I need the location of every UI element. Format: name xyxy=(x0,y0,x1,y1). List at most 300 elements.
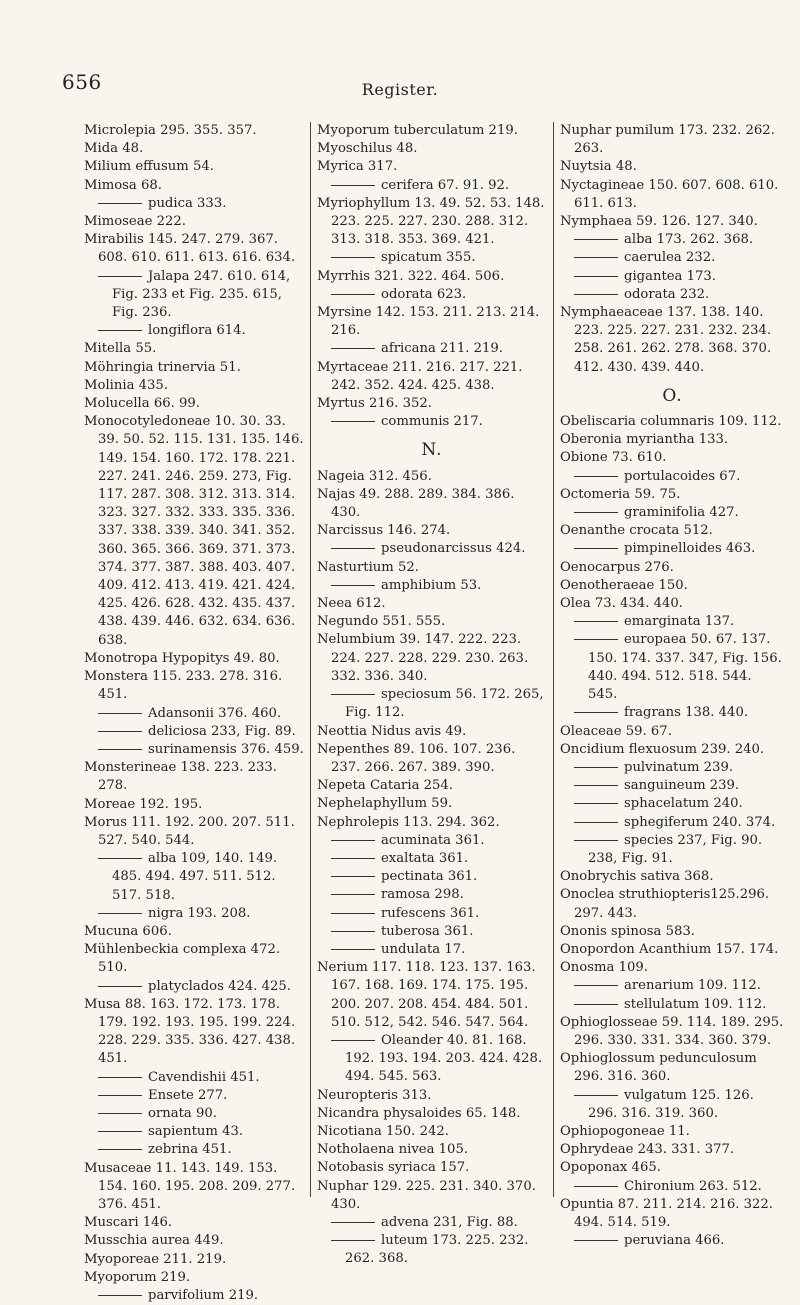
index-entry xyxy=(84,1269,309,1287)
index-entry xyxy=(317,595,547,613)
entry-text: Ophioglossum pedunculosum 296. 316. 360. xyxy=(560,1051,757,1085)
index-entry xyxy=(560,213,785,231)
index-entry xyxy=(317,359,547,395)
index-entry xyxy=(560,1159,785,1177)
entry-text: sphegiferum 240. 374. xyxy=(624,814,776,830)
index-subentry xyxy=(560,1232,785,1250)
entry-text: Oenanthe crocata 512. xyxy=(560,523,713,539)
index-subentry xyxy=(84,850,309,905)
index-subentry xyxy=(84,322,309,340)
index-entry xyxy=(84,796,309,814)
repeat-dash xyxy=(331,421,375,422)
repeat-dash xyxy=(574,1004,618,1005)
index-entry xyxy=(317,1141,547,1159)
entry-text: Adansonii 376. 460. xyxy=(148,705,282,721)
index-entry xyxy=(560,177,785,213)
entry-text: Negundo 551. 555. xyxy=(317,614,446,630)
index-entry xyxy=(560,1050,785,1086)
entry-text: rufescens 361. xyxy=(381,905,480,921)
repeat-dash xyxy=(574,1186,618,1187)
entry-text: Ensete 277. xyxy=(148,1087,228,1103)
entry-text: caerulea 232. xyxy=(624,250,716,266)
index-entry xyxy=(317,613,547,631)
index-subentry xyxy=(317,577,547,595)
entry-text: Moreae 192. 195. xyxy=(84,796,203,812)
index-subentry xyxy=(560,795,785,813)
index-entry xyxy=(317,468,547,486)
index-entry xyxy=(84,158,309,176)
entry-text: Musschia aurea 449. xyxy=(84,1233,224,1249)
entry-text: pulvinatum 239. xyxy=(624,759,734,775)
index-subentry xyxy=(560,777,785,795)
index-subentry xyxy=(560,996,785,1014)
index-entry xyxy=(84,213,309,231)
index-entry xyxy=(560,595,785,613)
repeat-dash xyxy=(98,1113,142,1114)
repeat-dash xyxy=(574,1240,618,1241)
repeat-dash xyxy=(574,712,618,713)
entry-text: vulgatum 125. 126. 296. 316. 319. 360. xyxy=(588,1087,754,1121)
repeat-dash xyxy=(574,239,618,240)
repeat-dash xyxy=(574,621,618,622)
section-letter-text: O. xyxy=(662,385,683,406)
entry-text: Nasturtium 52. xyxy=(317,559,419,575)
entry-text: Opoponax 465. xyxy=(560,1160,661,1176)
repeat-dash xyxy=(98,913,142,914)
entry-text: Opuntia 87. 211. 214. 216. 322. 494. 514. 519. xyxy=(560,1196,774,1230)
index-entry xyxy=(84,395,309,413)
index-subentry xyxy=(560,1178,785,1196)
index-entry xyxy=(317,1105,547,1123)
repeat-dash xyxy=(574,276,618,277)
index-entry xyxy=(560,959,785,977)
entry-text: Mirabilis 145. 247. 279. 367. 608. 610. 611. 613. 616. 634. xyxy=(84,232,296,266)
index-subentry xyxy=(317,340,547,358)
entry-text: Oenocarpus 276. xyxy=(560,559,674,575)
entry-text: Olea 73. 434. 440. xyxy=(560,596,683,612)
entry-text: odorata 232. xyxy=(624,286,710,302)
entry-text: sapientum 43. xyxy=(148,1124,244,1140)
entry-text: portulacoides 67. xyxy=(624,468,741,484)
entry-text: Monstera 115. 233. 278. 316. 451. xyxy=(84,669,283,703)
section-letter xyxy=(317,441,547,459)
entry-text: Cavendishii 451. xyxy=(148,1069,260,1085)
entry-text: Ophrydeae 243. 331. 377. xyxy=(560,1142,735,1158)
index-subentry xyxy=(560,468,785,486)
repeat-dash xyxy=(574,985,618,986)
repeat-dash xyxy=(331,894,375,895)
repeat-dash xyxy=(331,585,375,586)
entry-text: deliciosa 233, Fig. 89. xyxy=(148,723,296,739)
entry-text: spicatum 355. xyxy=(381,250,476,266)
index-subentry xyxy=(317,923,547,941)
repeat-dash xyxy=(331,694,375,695)
index-entry xyxy=(317,195,547,250)
entry-text: Nicandra physaloides 65. 148. xyxy=(317,1105,521,1121)
entry-text: Myrtus 216. 352. xyxy=(317,396,432,412)
repeat-dash xyxy=(574,803,618,804)
entry-text: arenarium 109. 112. xyxy=(624,978,761,994)
entry-text: Neea 612. xyxy=(317,596,386,612)
index-entry xyxy=(317,723,547,741)
entry-text: pectinata 361. xyxy=(381,869,478,885)
entry-text: africana 211. 219. xyxy=(381,341,503,357)
index-entry xyxy=(317,304,547,340)
repeat-dash xyxy=(331,858,375,859)
index-entry xyxy=(560,158,785,176)
entry-text: surinamensis 376. 459. xyxy=(148,741,304,757)
entry-text: Ophiopogoneae 11. xyxy=(560,1123,690,1139)
index-entry xyxy=(84,413,309,650)
entry-text: Oleaceae 59. 67. xyxy=(560,723,672,739)
index-subentry xyxy=(317,832,547,850)
index-entry xyxy=(317,395,547,413)
repeat-dash xyxy=(574,767,618,768)
index-subentry xyxy=(560,759,785,777)
index-entry xyxy=(560,941,785,959)
repeat-dash xyxy=(574,512,618,513)
index-subentry xyxy=(317,905,547,923)
index-column-2 xyxy=(317,122,547,1269)
index-subentry xyxy=(317,177,547,195)
entry-text: Morus 111. 192. 200. 207. 511. 527. 540. 544. xyxy=(84,814,295,848)
entry-text: Ophioglosseae 59. 114. 189. 295. 296. 330. 331. 334. 360. 379. xyxy=(560,1014,784,1048)
entry-text: exaltata 361. xyxy=(381,850,469,866)
repeat-dash xyxy=(98,1149,142,1150)
entry-text: Neuropteris 313. xyxy=(317,1087,432,1103)
index-entry xyxy=(560,1123,785,1141)
entry-text: Nepenthes 89. 106. 107. 236. 237. 266. 267. 389. 390. xyxy=(317,741,516,775)
index-subentry xyxy=(317,941,547,959)
index-entry xyxy=(317,559,547,577)
repeat-dash xyxy=(331,931,375,932)
repeat-dash xyxy=(98,713,142,714)
entry-text: Monsterineae 138. 223. 233. 278. xyxy=(84,760,277,794)
entry-text: Notobasis syriaca 157. xyxy=(317,1160,470,1176)
index-entry xyxy=(84,668,309,704)
entry-text: species 237, Fig. 90. 238, Fig. 91. xyxy=(588,832,763,866)
repeat-dash xyxy=(574,257,618,258)
entry-text: Mucuna 606. xyxy=(84,923,172,939)
entry-text: Myrtaceae 211. 216. 217. 221. 242. 352. 424. 425. 438. xyxy=(317,359,523,393)
entry-text: sphacelatum 240. xyxy=(624,796,743,812)
repeat-dash xyxy=(331,185,375,186)
index-entry xyxy=(84,122,309,140)
entry-text: Nephelaphyllum 59. xyxy=(317,796,453,812)
column-divider-1 xyxy=(310,122,311,1197)
index-subentry xyxy=(560,286,785,304)
entry-text: Nepeta Cataria 254. xyxy=(317,778,453,794)
index-entry xyxy=(84,231,309,267)
section-letter xyxy=(560,387,785,405)
entry-text: Onoclea struthiopteris125.296. 297. 443. xyxy=(560,887,770,921)
index-entry xyxy=(317,741,547,777)
repeat-dash xyxy=(98,749,142,750)
index-subentry xyxy=(84,195,309,213)
index-entry xyxy=(84,140,309,158)
entry-text: Obeliscaria columnaris 109. 112. xyxy=(560,414,782,430)
entry-text: Monotropa Hypopitys 49. 80. xyxy=(84,650,280,666)
index-subentry xyxy=(84,723,309,741)
column-divider-2 xyxy=(553,122,554,1197)
index-subentry xyxy=(84,705,309,723)
entry-text: acuminata 361. xyxy=(381,832,485,848)
entry-text: Nuphar pumilum 173. 232. 262. 263. xyxy=(560,123,775,157)
page-number: 656 xyxy=(62,70,102,94)
entry-text: cerifera 67. 91. 92. xyxy=(381,177,510,193)
running-head: Register. xyxy=(361,80,439,99)
entry-text: odorata 623. xyxy=(381,286,467,302)
entry-text: Mida 48. xyxy=(84,141,144,157)
index-subentry xyxy=(560,814,785,832)
entry-text: Oberonia myriantha 133. xyxy=(560,432,729,448)
entry-text: communis 217. xyxy=(381,414,483,430)
entry-text: graminifolia 427. xyxy=(624,505,739,521)
entry-text: parvifolium 219. xyxy=(148,1288,259,1303)
index-subentry xyxy=(317,286,547,304)
index-subentry xyxy=(317,249,547,267)
index-subentry xyxy=(317,886,547,904)
index-entry xyxy=(84,359,309,377)
index-subentry xyxy=(560,977,785,995)
index-entry xyxy=(560,431,785,449)
entry-text: Onosma 109. xyxy=(560,960,648,976)
repeat-dash xyxy=(331,876,375,877)
index-entry xyxy=(84,650,309,668)
entry-text: Milium effusum 54. xyxy=(84,159,214,175)
index-entry xyxy=(317,795,547,813)
index-entry xyxy=(84,377,309,395)
repeat-dash xyxy=(98,731,142,732)
index-entry xyxy=(317,631,547,686)
entry-text: alba 173. 262. 368. xyxy=(624,232,754,248)
entry-text: pseudonarcissus 424. xyxy=(381,541,526,557)
entry-text: Nyctagineae 150. 607. 608. 610. 611. 613. xyxy=(560,177,779,211)
index-entry xyxy=(317,268,547,286)
index-subentry xyxy=(84,1287,309,1305)
entry-text: emarginata 137. xyxy=(624,614,735,630)
index-entry xyxy=(560,886,785,922)
index-entry xyxy=(317,122,547,140)
index-entry xyxy=(560,577,785,595)
entry-text: Myoporeae 211. 219. xyxy=(84,1251,227,1267)
entry-text: Onobrychis sativa 368. xyxy=(560,869,714,885)
entry-text: pudica 333. xyxy=(148,195,227,211)
entry-text: Myriophyllum 13. 49. 52. 53. 148. 223. 225. 227. 230. 288. 312. 313. 318. 353. 369. 421. xyxy=(317,195,545,248)
entry-text: advena 231, Fig. 88. xyxy=(381,1214,518,1230)
entry-text: Nymphaea 59. 126. 127. 340. xyxy=(560,214,758,230)
entry-text: Mühlenbeckia complexa 472. 510. xyxy=(84,942,281,976)
index-subentry xyxy=(84,978,309,996)
index-column-3 xyxy=(560,122,785,1250)
index-entry xyxy=(317,1087,547,1105)
index-entry xyxy=(84,941,309,977)
repeat-dash xyxy=(98,276,142,277)
index-subentry xyxy=(317,850,547,868)
entry-text: Microlepia 295. 355. 357. xyxy=(84,123,257,138)
entry-text: zebrina 451. xyxy=(148,1142,232,1158)
entry-text: Molucella 66. 99. xyxy=(84,396,200,412)
index-entry xyxy=(560,449,785,467)
repeat-dash xyxy=(331,294,375,295)
index-entry xyxy=(560,1196,785,1232)
entry-text: gigantea 173. xyxy=(624,268,716,284)
index-entry xyxy=(560,741,785,759)
entry-text: pimpinelloides 463. xyxy=(624,541,756,557)
entry-text: Nephrolepis 113. 294. 362. xyxy=(317,814,500,830)
index-entry xyxy=(560,559,785,577)
entry-text: Nageia 312. 456. xyxy=(317,468,432,484)
entry-text: sanguineum 239. xyxy=(624,778,740,794)
entry-text: amphibium 53. xyxy=(381,577,482,593)
index-subentry xyxy=(317,868,547,886)
repeat-dash xyxy=(574,548,618,549)
repeat-dash xyxy=(331,913,375,914)
index-subentry xyxy=(560,231,785,249)
index-subentry xyxy=(560,268,785,286)
index-entry xyxy=(560,1014,785,1050)
index-subentry xyxy=(84,1087,309,1105)
entry-text: Nymphaeaceae 137. 138. 140. 223. 225. 227. 231. 232. 234. 258. 261. 262. 278. 368. 370. 412. 430. 439. 440. xyxy=(560,305,772,375)
index-entry xyxy=(317,158,547,176)
repeat-dash xyxy=(574,1095,618,1096)
index-entry xyxy=(84,759,309,795)
section-letter-text: N. xyxy=(421,440,443,461)
entry-text: speciosum 56. 172. 265, Fig. 112. xyxy=(345,687,544,721)
entry-text: europaea 50. 67. 137. 150. 174. 337. 347, Fig. 156. 440. 494. 512. 518. 544. 545. xyxy=(588,632,782,703)
repeat-dash xyxy=(331,257,375,258)
entry-text: peruviana 466. xyxy=(624,1233,725,1249)
entry-text: Myrica 317. xyxy=(317,159,398,175)
entry-text: Nuphar 129. 225. 231. 340. 370. 430. xyxy=(317,1178,536,1212)
index-subentry xyxy=(84,905,309,923)
index-entry xyxy=(560,868,785,886)
repeat-dash xyxy=(98,330,142,331)
index-entry xyxy=(317,1159,547,1177)
repeat-dash xyxy=(574,822,618,823)
entry-text: stellulatum 109. 112. xyxy=(624,996,767,1012)
entry-text: Myrsine 142. 153. 211. 213. 214. 216. xyxy=(317,305,540,339)
repeat-dash xyxy=(98,1095,142,1096)
entry-text: Nerium 117. 118. 123. 137. 163. 167. 168. 169. 174. 175. 195. 200. 207. 208. 454. 484. 501. 510. 512, 542. 546. 547. 564. xyxy=(317,960,536,1030)
entry-text: Oleander 40. 81. 168. 192. 193. 194. 203. 424. 428. 494. 545. 563. xyxy=(345,1032,543,1085)
repeat-dash xyxy=(98,1077,142,1078)
entry-text: Chironium 263. 512. xyxy=(624,1178,762,1194)
index-entry xyxy=(560,1141,785,1159)
repeat-dash xyxy=(574,639,618,640)
index-subentry xyxy=(317,1214,547,1232)
index-entry xyxy=(560,122,785,158)
index-entry xyxy=(84,923,309,941)
entry-text: Nelumbium 39. 147. 222. 223. 224. 227. 228. 229. 230. 263. 332. 336. 340. xyxy=(317,632,529,684)
entry-text: Mimoseae 222. xyxy=(84,214,186,230)
entry-text: longiflora 614. xyxy=(148,323,246,339)
entry-text: ramosa 298. xyxy=(381,887,464,903)
repeat-dash xyxy=(98,858,142,859)
index-entry xyxy=(560,522,785,540)
entry-text: platyclados 424. 425. xyxy=(148,978,291,994)
index-subentry xyxy=(84,1123,309,1141)
entry-text: Myoporum tuberculatum 219. xyxy=(317,123,518,138)
entry-text: Octomeria 59. 75. xyxy=(560,486,681,502)
repeat-dash xyxy=(574,785,618,786)
entry-text: Möhringia trinervia 51. xyxy=(84,359,241,375)
index-subentry xyxy=(317,413,547,431)
entry-text: Ononis spinosa 583. xyxy=(560,923,695,939)
entry-text: nigra 193. 208. xyxy=(148,905,251,921)
entry-text: ornata 90. xyxy=(148,1105,217,1121)
entry-text: Myoporum 219. xyxy=(84,1269,191,1285)
entry-text: luteum 173. 225. 232. 262. 368. xyxy=(345,1233,529,1267)
entry-text: Notholaena nivea 105. xyxy=(317,1142,469,1158)
index-subentry xyxy=(84,268,309,323)
index-subentry xyxy=(560,1087,785,1123)
repeat-dash xyxy=(574,840,618,841)
entry-text: Nicotiana 150. 242. xyxy=(317,1123,449,1139)
entry-text: tuberosa 361. xyxy=(381,923,474,939)
index-entry xyxy=(560,413,785,431)
index-subentry xyxy=(560,631,785,704)
entry-text: Oncidium flexuosum 239. 240. xyxy=(560,741,765,757)
entry-text: Molinia 435. xyxy=(84,377,169,393)
index-entry xyxy=(317,777,547,795)
entry-text: Neottia Nidus avis 49. xyxy=(317,723,467,739)
repeat-dash xyxy=(574,294,618,295)
index-entry xyxy=(317,140,547,158)
entry-text: Musa 88. 163. 172. 173. 178. 179. 192. 193. 195. 199. 224. 228. 229. 335. 336. 427. 438. 451. xyxy=(84,996,296,1067)
entry-text: Myrrhis 321. 322. 464. 506. xyxy=(317,268,505,284)
index-subentry xyxy=(84,1105,309,1123)
entry-text: Najas 49. 288. 289. 384. 386. 430. xyxy=(317,486,515,521)
index-entry xyxy=(560,486,785,504)
entry-text: Mitella 55. xyxy=(84,341,157,357)
index-subentry xyxy=(560,540,785,558)
index-subentry xyxy=(560,249,785,267)
index-entry xyxy=(317,814,547,832)
index-entry xyxy=(317,1123,547,1141)
repeat-dash xyxy=(98,1131,142,1132)
entry-text: Monocotyledoneae 10. 30. 33. 39. 50. 52. 115. 131. 135. 146. 149. 154. 160. 172. 178. 221. 227. 241. 246. 259. 273, Fig. 117. 287. 308. 312. 313. 314. 323. 327. 332. 333. 335. 336. 337. 338. 339. 340. 341. 352. 360. 365. 366. 369. 371. 373. 374. 377. 387. 388. 403. 407. 409. 412. 413. 419. 421. 424. 425. 426. 628. 432. 435. 437. 438. 439. 446. 632. 634. 636. 638. xyxy=(84,414,304,648)
entry-text: undulata 17. xyxy=(381,941,466,957)
index-column-1 xyxy=(84,122,309,1305)
repeat-dash xyxy=(331,1040,375,1041)
entry-text: Nuytsia 48. xyxy=(560,159,637,175)
index-entry xyxy=(317,522,547,540)
repeat-dash xyxy=(331,548,375,549)
repeat-dash xyxy=(331,348,375,349)
index-entry xyxy=(84,1232,309,1250)
index-entry xyxy=(317,959,547,1032)
entry-text: Muscari 146. xyxy=(84,1215,173,1231)
repeat-dash xyxy=(331,1240,375,1241)
repeat-dash xyxy=(98,203,142,204)
index-entry xyxy=(84,996,309,1069)
index-entry xyxy=(317,1178,547,1214)
index-entry xyxy=(560,923,785,941)
index-entry xyxy=(560,723,785,741)
entry-text: Obione 73. 610. xyxy=(560,450,667,466)
index-subentry xyxy=(317,1232,547,1268)
index-subentry xyxy=(84,741,309,759)
index-subentry xyxy=(317,686,547,722)
index-subentry xyxy=(317,1032,547,1087)
index-subentry xyxy=(560,504,785,522)
index-entry xyxy=(560,304,785,377)
entry-text: Narcissus 146. 274. xyxy=(317,523,451,539)
entry-text: fragrans 138. 440. xyxy=(624,705,749,721)
repeat-dash xyxy=(331,1222,375,1223)
index-subentry xyxy=(84,1069,309,1087)
